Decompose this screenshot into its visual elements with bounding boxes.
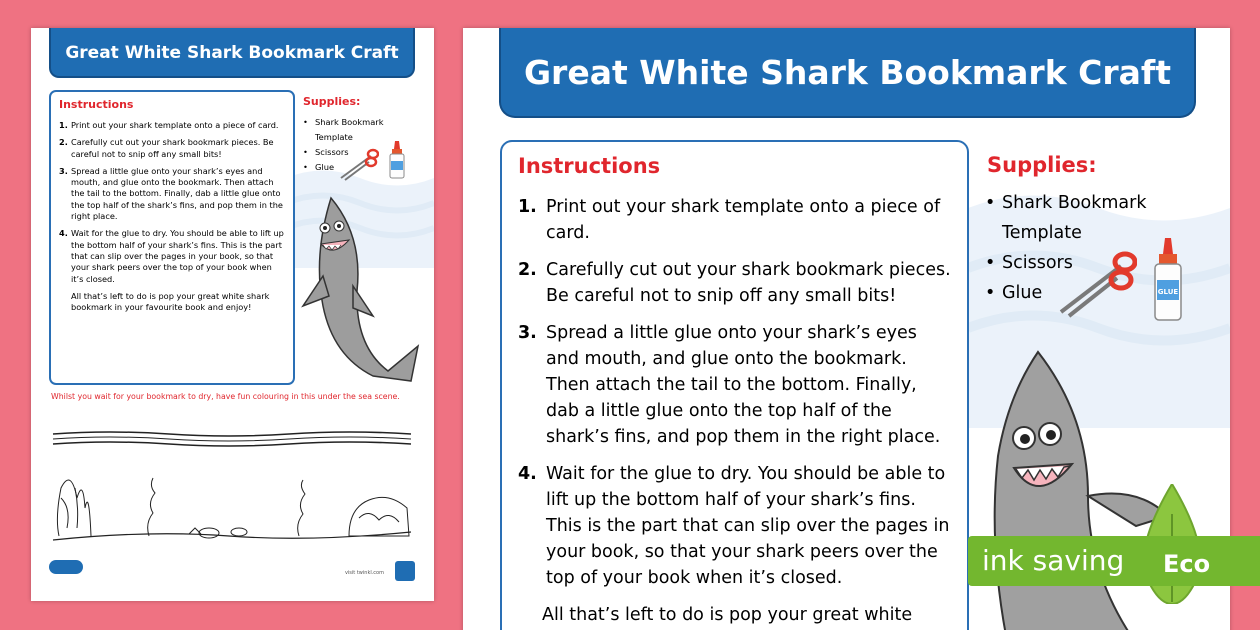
step-number: 3. — [518, 323, 537, 343]
closing-text: All that’s left to do is pop your great white shark bookmark in your favourite book and enjoy! — [71, 290, 270, 313]
colouring-scene — [49, 428, 415, 548]
instruction-step — [59, 228, 285, 284]
step-text: Print out your shark template onto a piece of card. — [71, 120, 279, 130]
colouring-reminder: Whilst you wait for your bookmark to dry, have fun colouring in this under the sea scene. — [51, 392, 400, 401]
step-text: Spread a little glue onto your shark’s eyes and mouth, and glue onto the bookmark. Then attach the tail to the bottom. Finally, dab a little glue onto the top half of the shark’s fins, and pop them in the right place. — [71, 165, 283, 222]
scissors-icon — [337, 148, 379, 182]
step-number: 4. — [59, 228, 68, 239]
supply-item: • Scissors — [303, 145, 399, 160]
glue-bottle-icon — [1153, 238, 1183, 322]
step-text: Carefully cut out your shark bookmark pieces. Be careful not to snip off any small bits! — [71, 137, 274, 159]
supply-item: • Glue — [303, 160, 399, 175]
eco-text: ink saving — [982, 544, 1125, 577]
closing-text: All that’s left to do is pop your great white — [542, 605, 913, 625]
footer-url: visit twinkl.com — [344, 570, 384, 576]
supply-item: • Scissors — [985, 248, 1160, 278]
supply-item: • Glue — [985, 278, 1160, 308]
eco-label: Eco — [1163, 550, 1211, 578]
instructions-heading: Instructions — [518, 154, 661, 178]
glue-bottle-icon — [389, 141, 405, 179]
instruction-step — [59, 166, 285, 222]
instruction-step — [59, 137, 285, 160]
step-number: 3. — [59, 165, 68, 176]
thumbnail-page[interactable] — [31, 28, 434, 601]
scissors-icon — [1055, 250, 1137, 318]
footer-badge-icon — [394, 560, 416, 582]
page-title: Great White Shark Bookmark Craft — [49, 28, 415, 78]
supplies-heading: Supplies: — [987, 153, 1097, 177]
supply-item: • Shark Bookmark — [303, 115, 399, 130]
shark-illustration — [293, 196, 423, 391]
step-text: Carefully cut out your shark bookmark pieces. Be careful not to snip off any small bits! — [546, 260, 951, 306]
step-text: Spread a little glue onto your shark’s eyes and mouth, and glue onto the bookmark. Then attach the tail to the bottom. Finally, dab a little glue onto the top half of the shark’s fins, and pop them in the right place. — [546, 323, 941, 447]
instructions-heading: Instructions — [59, 98, 134, 111]
step-text: Print out your shark template onto a piece of card. — [546, 197, 941, 243]
instruction-step — [518, 461, 951, 591]
instruction-step — [518, 320, 951, 450]
instruction-step — [59, 120, 285, 131]
instructions-box — [500, 140, 969, 630]
supply-item-continued: Template — [315, 132, 353, 142]
page-title: Great White Shark Bookmark Craft — [499, 28, 1196, 118]
step-text: Wait for the glue to dry. You should be able to lift up the bottom half of your shark’s fins. This is the part that can slip over the pages in your book, so that your shark peers over the top of your book when it’s closed. — [71, 228, 284, 284]
step-number: 1. — [518, 197, 537, 217]
supply-item: • Shark Bookmark — [985, 188, 1160, 218]
instruction-step — [518, 194, 951, 246]
step-number: 2. — [59, 137, 68, 148]
instruction-step — [518, 257, 951, 309]
twinkl-logo-icon — [49, 560, 83, 574]
step-text: Wait for the glue to dry. You should be able to lift up the bottom half of your shark’s fins. This is the part that can slip over the pages in your book, so that your shark peers over the top of your book when it’s closed. — [546, 464, 950, 588]
supplies-heading: Supplies: — [303, 95, 361, 108]
supply-item-continued: Template — [1002, 223, 1082, 243]
instructions-box — [49, 90, 295, 385]
step-number: 4. — [518, 464, 537, 484]
step-number: 2. — [518, 260, 537, 280]
step-number: 1. — [59, 120, 68, 130]
eco-bar — [968, 536, 1260, 586]
eco-badge — [968, 484, 1260, 604]
glue-label: GLUE — [1157, 288, 1179, 296]
